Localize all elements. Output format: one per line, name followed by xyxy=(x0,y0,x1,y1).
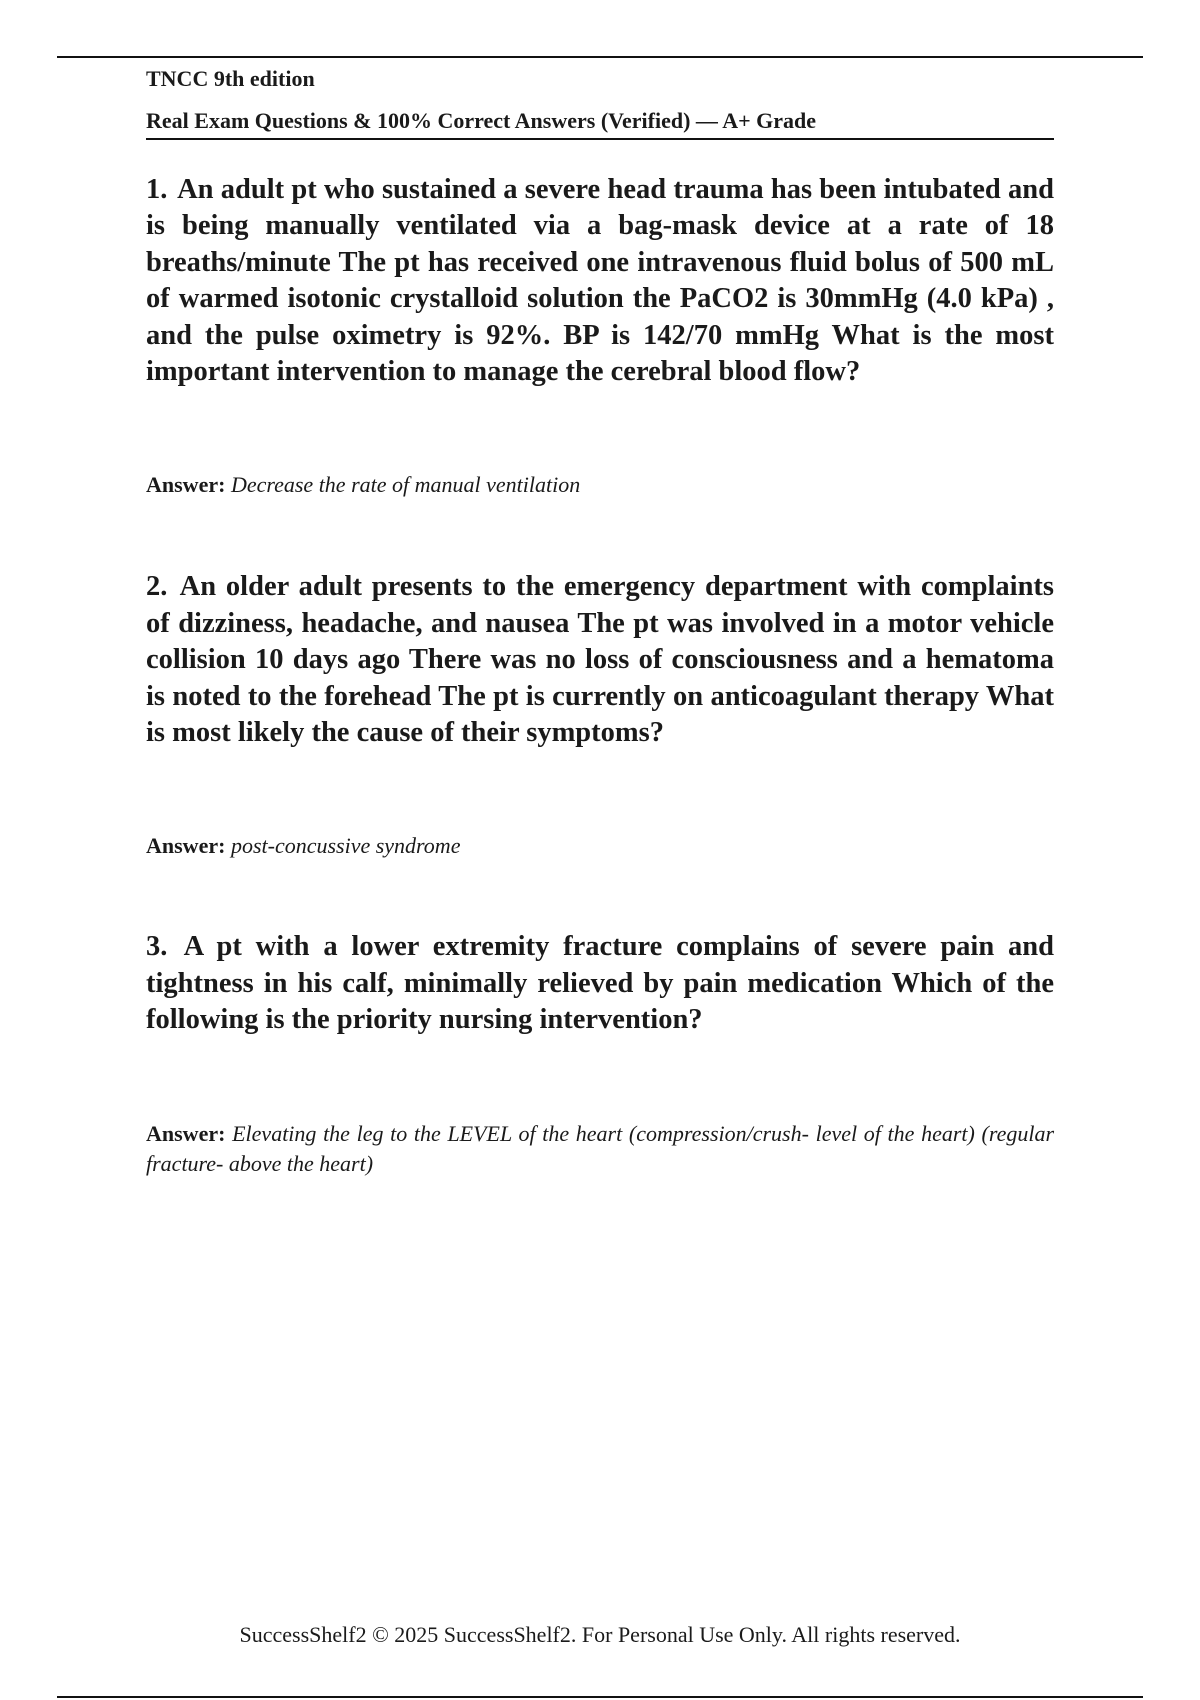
question-number: 3. xyxy=(146,931,168,963)
page-footer: SuccessShelf2 © 2025 SuccessShelf2. For Personal Use Only. All rights reserved. xyxy=(239,1622,961,1647)
question-text xyxy=(146,569,1054,751)
document-subtitle: Real Exam Questions & 100% Correct Answers (Verified) — A+ Grade xyxy=(146,108,817,133)
question-body: An adult pt who sustained a severe head trauma has been intubated and is being manually ventilated via a bag-mask device at a rate of 18 breaths/minute The pt has received one intravenous fluid bolus of 500 mL of warmed isotonic crystalloid solution the PaCO2 is 30mmHg (4.0 kPa) , and the pulse oximetry is 92%. BP is 142/70 mmHg What is the most important intervention to manage the cerebral blood flow? xyxy=(146,174,1054,388)
question-text xyxy=(146,172,1054,390)
answer-text: Decrease the rate of manual ventilation xyxy=(230,472,581,498)
answer xyxy=(146,1119,1054,1179)
answer-label: Answer: xyxy=(146,833,226,859)
answer-label: Answer: xyxy=(146,472,226,498)
document-title: TNCC 9th edition xyxy=(146,66,315,91)
page-header xyxy=(146,64,1054,140)
top-rule xyxy=(57,56,1143,58)
question-text xyxy=(146,929,1054,1038)
question-number: 1. xyxy=(146,174,168,205)
question-number: 2. xyxy=(146,571,168,603)
qa-item xyxy=(146,172,1054,500)
answer xyxy=(146,470,1054,500)
answer xyxy=(146,831,1054,861)
answer-text: post-concussive syndrome xyxy=(230,833,461,859)
question-body: An older adult presents to the emergency department with complaints of dizziness, headache, and nausea The pt was involved in a motor vehicle collision 10 days ago There was no loss of consciousness and a hematoma is noted to the forehead The pt is currently on anticoagulant therapy What is most likely the cause of their symptoms? xyxy=(146,571,1055,749)
question-body: A pt with a lower extremity fracture complains of severe pain and tightness in his calf, minimally relieved by pain medication Which of the following is the priority nursing intervention? xyxy=(146,931,1054,1036)
question-list xyxy=(146,172,1054,1179)
header-rule xyxy=(146,138,1054,140)
qa-item xyxy=(146,569,1054,861)
answer-label: Answer: xyxy=(146,1120,226,1146)
answer-text: Elevating the leg to the LEVEL of the heart (compression/crush- level of the heart) (regular fracture- above the heart) xyxy=(146,1120,1055,1176)
qa-item xyxy=(146,929,1054,1178)
bottom-rule xyxy=(57,1696,1143,1698)
